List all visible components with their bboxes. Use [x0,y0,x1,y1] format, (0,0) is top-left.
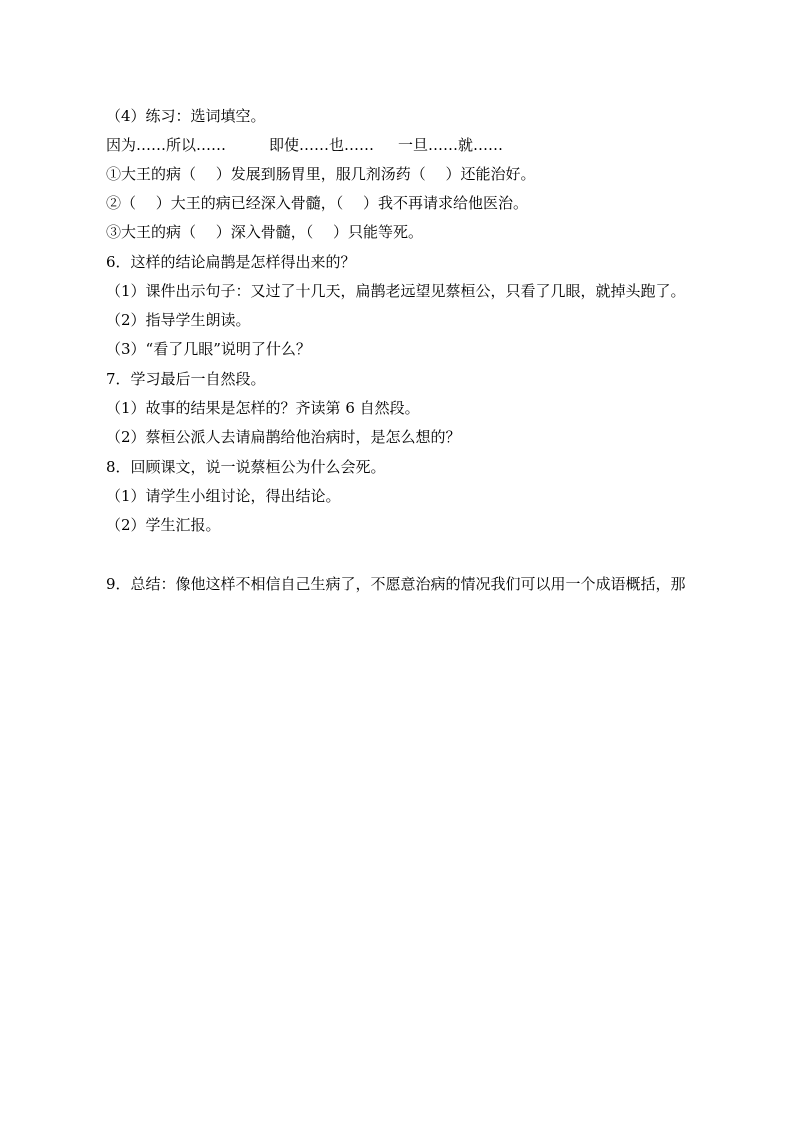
step-8-item-2: （2）学生汇报。 [106,516,221,534]
word-option-3: 一旦……就…… [398,136,504,154]
word-option-2: 即使……也…… [269,136,375,154]
step-6-heading: 6．这样的结论扁鹊是怎样得出来的？ [106,253,356,271]
step-7-heading: 7．学习最后一自然段。 [106,370,266,388]
step-7-item-1: （1）故事的结果是怎样的？齐读第 6 自然段。 [106,399,420,417]
step-6-item-2: （2）指导学生朗读。 [106,311,251,329]
word-options [106,135,526,155]
exercise-heading: （4）练习：选词填空。 [106,107,266,125]
step-6-item-3: （3）“看了几眼”说明了什么？ [106,340,311,358]
fill-blank-2: ②（ ）大王的病已经深入骨髓，（ ）我不再请求给他医治。 [106,194,529,212]
fill-blank-1: ①大王的病（ ）发展到肠胃里，服几剂汤药（ ）还能治好。 [106,165,536,183]
step-6-item-1: （1）课件出示句子：又过了十几天，扁鹊老远望见蔡桓公，只看了几眼，就掉头跑了。 [106,282,686,300]
summary-line-1: 9．总结：像他这样不相信自己生病了，不愿意治病的情况我们可以用一个成语概括，那 [106,575,686,593]
word-option-1: 因为……所以…… [106,136,227,154]
step-8-item-1: （1）请学生小组讨论，得出结论。 [106,487,341,505]
fill-blank-3: ③大王的病（ ）深入骨髓，（ ）只能等死。 [106,223,424,241]
step-8-heading: 8．回顾课文，说一说蔡桓公为什么会死。 [106,458,386,476]
step-7-item-2: （2）蔡桓公派人去请扁鹊给他治病时，是怎么想的？ [106,428,461,446]
